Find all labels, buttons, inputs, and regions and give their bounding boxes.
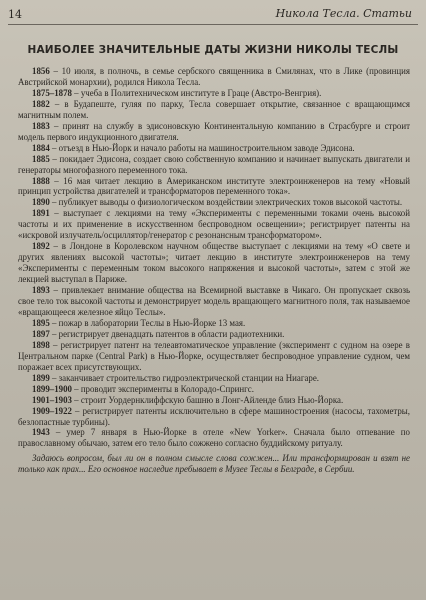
entry-text: – покидает Эдисона, создает свою собственную компанию и начинает выпускать двигатели и генераторы многофазного переменного тока.: [18, 153, 410, 175]
entry-text: – 16 мая читает лекцию в Американском институте электроинженеров на тему «Новый принцип устройства двигателей и трансформаторов переменного тока».: [18, 175, 410, 197]
entry-year: 1884: [32, 142, 50, 153]
chronology-list: [18, 66, 410, 475]
entry-text: – регистрирует патенты исключительно в сфере машиностроения (насосы, тахометры, безлопастные турбины).: [18, 405, 410, 427]
chronology-entry: [18, 395, 410, 406]
entry-text: – регистрирует патент на телеавтоматическое управление (эксперимент с судном на озере в Центральном парке (Central Park) в Нью-Йорке, осуществляет беспроводное управление судном, чем поражает всех присутствующих.: [18, 339, 410, 372]
entry-year: 1888: [32, 175, 50, 186]
entry-text: – в Лондоне в Королевском научном обществе выступает с лекциями на тему «О свете и других явлениях высокой частоты»; читает лекцию в институте электроинженеров на тему «Эксперименты с переменным током высокого напряжения и высокой частоты», затем с этой же лекцией выступал в Париже.: [18, 241, 410, 285]
entry-year: 1890: [32, 197, 50, 208]
chronology-entry: [18, 154, 410, 176]
entry-text: – публикует выводы о физиологическом воздействии электрических токов высокой частоты.: [49, 197, 403, 208]
entry-text: – выступает с лекциями на тему «Эксперименты с переменными токами очень высокой частоты и их применение в искусственном беспроводном освещении»; регистрирует патенты на «искровой излучатель/осциллятор/генератор с резонансным трансформатором».: [18, 208, 410, 241]
entry-year: 1899: [32, 372, 50, 383]
chronology-entry: [18, 340, 410, 373]
entry-year: 1899–1900: [32, 383, 72, 394]
entry-text: – учеба в Политехническом институте в Граце (Австро-Венгрия).: [71, 87, 322, 98]
entry-text: – пожар в лаборатории Теслы в Нью-Йорке 13 мая.: [49, 317, 246, 328]
entry-year: 1893: [32, 285, 50, 296]
chronology-entry: [18, 197, 410, 208]
entry-year: 1901–1903: [32, 394, 72, 405]
entry-text: – принят на службу в эдисоновскую Континентальную компанию в Страсбурге и строит модель первого индукционного двигателя.: [18, 120, 410, 142]
chapter-title: НАИБОЛЕЕ ЗНАЧИТЕЛЬНЫЕ ДАТЫ ЖИЗНИ НИКОЛЫ ТЕСЛЫ: [27, 44, 399, 56]
chronology-entry: [18, 406, 410, 428]
entry-year: 1892: [32, 241, 50, 252]
entry-year: 1909–1922: [32, 405, 72, 416]
entry-year: 1875–1878: [32, 87, 72, 98]
entry-text: – строит Уордернклиффскую башню в Лонг-Айленде близ Нью-Йорка.: [71, 394, 344, 405]
chronology-entry: [18, 143, 410, 154]
chronology-entry: [18, 88, 410, 99]
entry-text: – привлекает внимание общества на Всемирной выставке в Чикаго. Он пропускает сквозь свое тело ток высокой частоты и демонстрирует модель вращающего магнитного поля, так называемое «вращающееся железное яйцо Теслы».: [18, 285, 410, 317]
chronology-entry: [18, 241, 410, 285]
chronology-entry: [18, 208, 410, 241]
chronology-entry: [18, 373, 410, 384]
chronology-entry: [18, 176, 410, 198]
chronology-entry: [18, 285, 410, 318]
chronology-entry: [18, 427, 410, 449]
entry-year: 1895: [32, 317, 50, 328]
chronology-entry: [18, 99, 410, 121]
entry-year: 1897: [32, 328, 50, 339]
entry-year: 1943: [32, 427, 50, 438]
running-header: [8, 6, 418, 25]
entry-year: 1882: [32, 98, 50, 109]
chronology-entry: [18, 121, 410, 143]
entry-text: – регистрирует двенадцать патентов в области радиотехники.: [49, 328, 285, 339]
chronology-entry: [18, 384, 410, 395]
entry-text: – умер 7 января в Нью-Йорке в отеле «New Yorker». Сначала было отпевание по православному обычаю, затем его тело было сожжено согласно буддийскому ритуалу.: [18, 427, 410, 449]
entry-year: 1883: [32, 120, 50, 131]
entry-year: 1898: [32, 339, 50, 350]
entry-text: – проводит эксперименты в Колорадо-Спрингс.: [71, 383, 254, 394]
closing-paragraph: Задаюсь вопросом, был ли он в полном смысле слова сожжен... Или трансформирован и взят не только как прах... Его основное наследие пребывает в Музее Теслы в Белграде, в Сербии.: [18, 453, 410, 475]
entry-text: – заканчивает строительство гидроэлектрической станции на Ниагаре.: [49, 372, 320, 383]
chronology-entry: [18, 66, 410, 88]
page-number: 14: [8, 8, 22, 21]
chronology-entry: [18, 318, 410, 329]
book-title: Никола Тесла. Статьи: [275, 7, 412, 20]
entry-text: – в Будапеште, гуляя по парку, Тесла совершает открытие, связанное с вращающимся магнитным полем.: [18, 98, 410, 120]
chronology-entry: [18, 329, 410, 340]
entry-text: – 10 июля, в полночь, в семье сербского священника в Смилянах, что в Лике (провинция Австрийской монархии), родился Никола Тесла.: [18, 66, 410, 87]
entry-text: – отъезд в Нью-Йорк и начало работы на машиностроительном заводе Эдисона.: [49, 142, 355, 153]
entry-year: 1891: [32, 208, 50, 219]
entry-year: 1856: [32, 66, 50, 76]
entry-year: 1885: [32, 153, 50, 164]
